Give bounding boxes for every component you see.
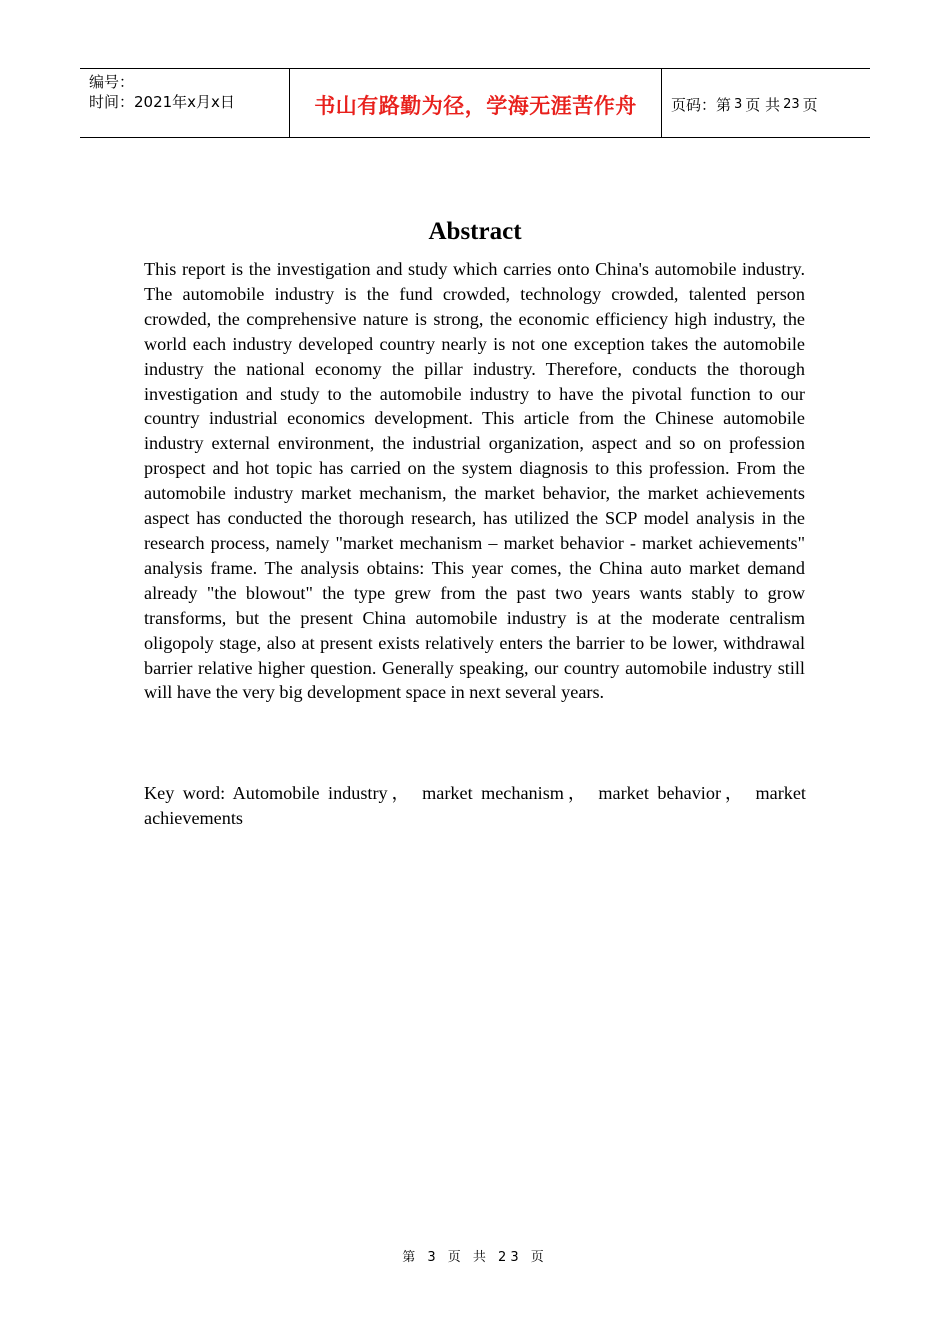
keywords: Key word: Automobile industry， market mechanism， market behavior， market achievements — [144, 783, 806, 828]
page-prefix: 页码：第 — [671, 96, 732, 114]
header-motto: 书山有路勤为径，学海无涯苦作舟 — [290, 69, 662, 137]
page-current: 3 — [734, 97, 743, 112]
page-total: 23 — [783, 97, 800, 112]
serial-label: 编号： — [89, 73, 135, 91]
header-meta — [80, 69, 290, 137]
abstract-title: Abstract — [428, 218, 522, 245]
date-label: 时间：2021年x月x日 — [89, 93, 235, 111]
page-header — [80, 68, 870, 138]
page-suffix: 页 — [802, 96, 818, 114]
page-mid: 页 共 — [745, 96, 781, 114]
page-footer: 第 3 页 共 23 页 — [402, 1250, 548, 1265]
header-page-info — [662, 69, 870, 137]
abstract-body: This report is the investigation and study which carries onto China's automobile industry. The automobile industry is the fund crowded, technology crowded, talented person crowded, the comprehensive nature is strong, the economic efficiency high industry, the world each industry developed country nearly is not one exception takes the automobile industry the national economy the pillar industry. Therefore, conducts the thorough investigation and study to the automobile industry to have the pivotal function to our country industrial economics development. This article from the Chinese automobile industry external environment, the industrial organization, aspect and so on profession prospect and hot topic has carried on the system diagnosis to this profession. From the automobile industry market mechanism, the market behavior, the market achievements aspect has conducted the thorough research, has utilized the SCP model analysis in the research process, namely "market mechanism – market behavior - market achievements" analysis frame. The analysis obtains: This year comes, the China auto market demand already "the blowout" the type grew from the past two years wants stably to grow transforms, but the present China automobile industry is at the moderate centralism oligopoly stage, also at present exists relatively enters the barrier to be lower, withdrawal barrier relative higher question. Generally speaking, our country automobile industry still will have the very big development space in next several years. — [144, 259, 805, 703]
